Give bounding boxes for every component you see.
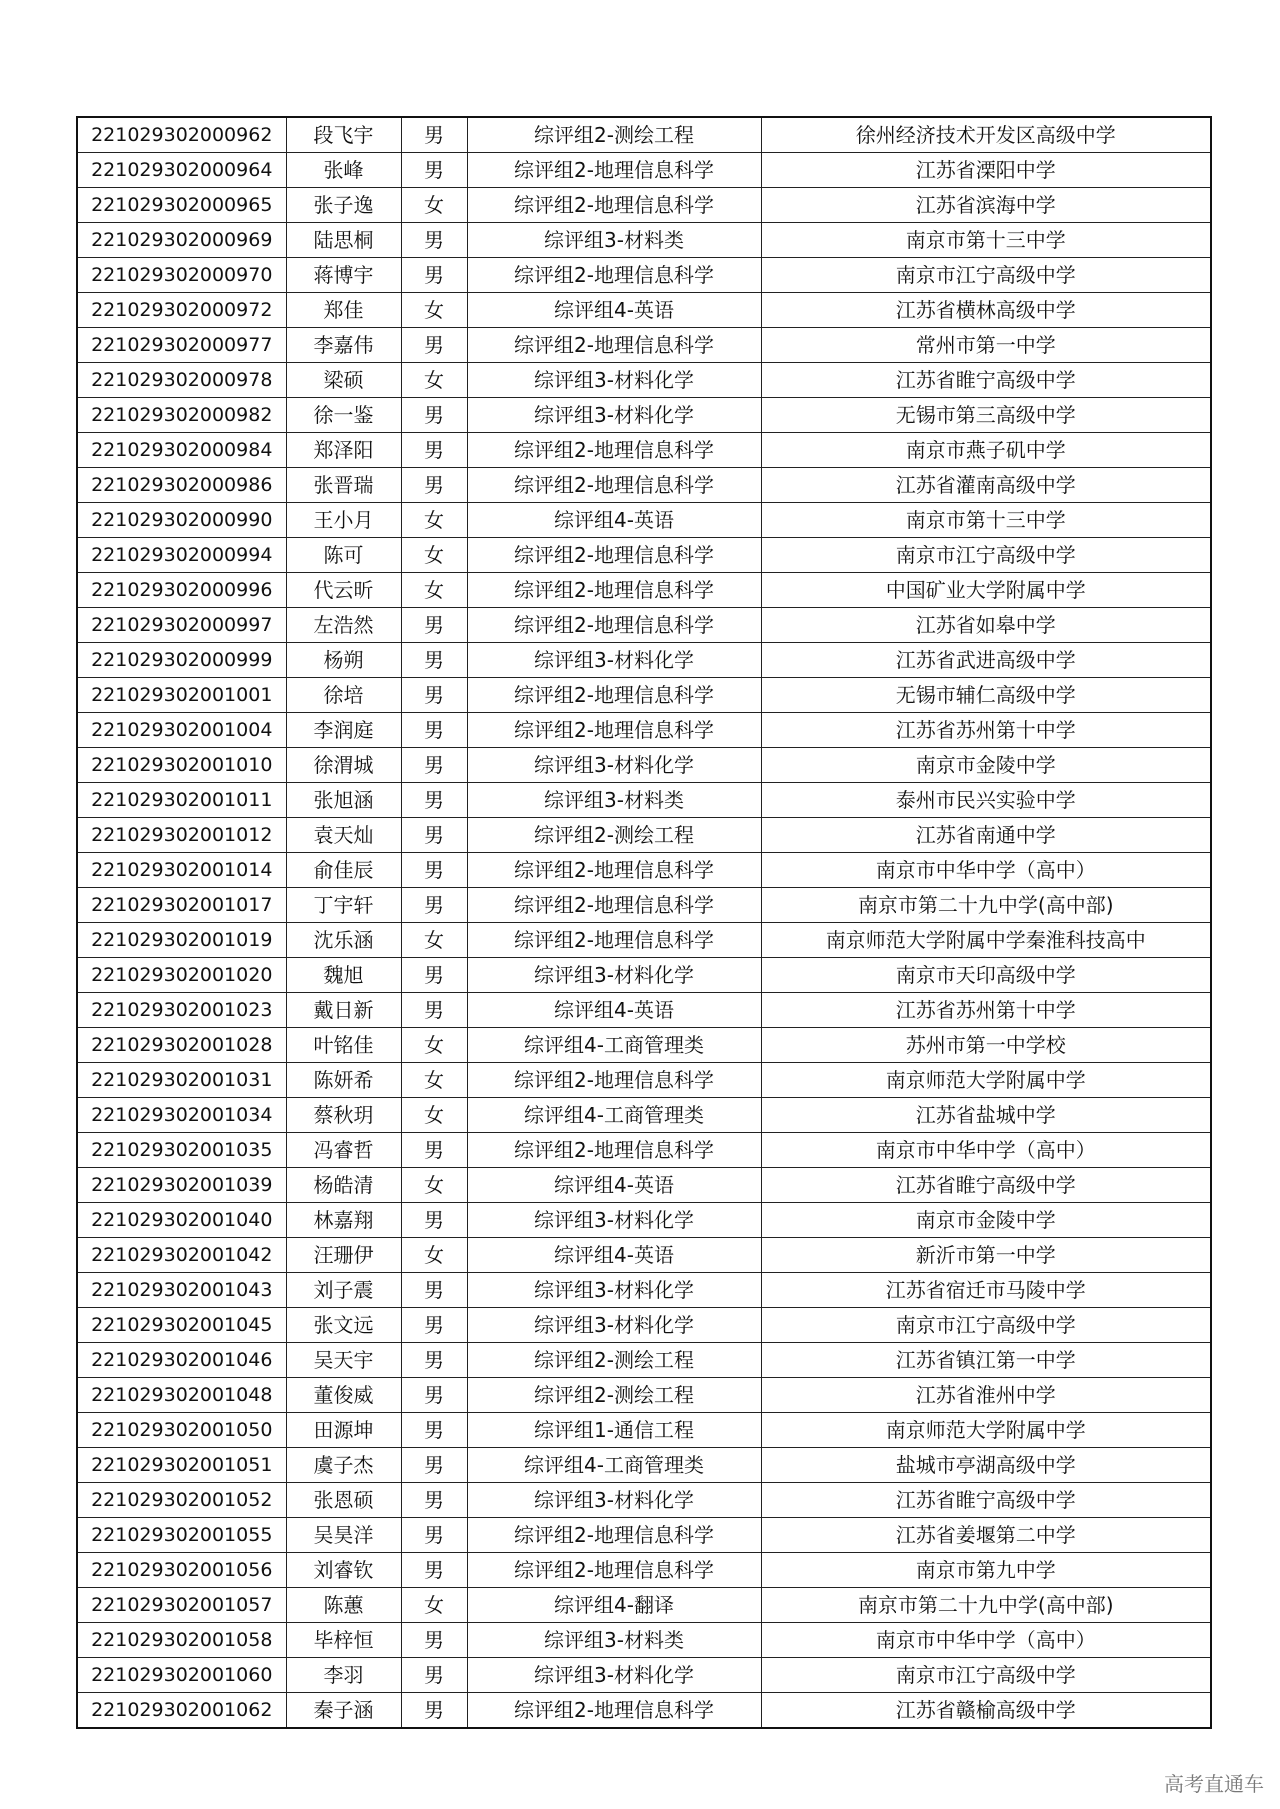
student-id-cell: 221029302001042 <box>77 1238 286 1273</box>
group-major-cell: 综评组3-材料化学 <box>467 363 761 398</box>
group-major-cell: 综评组2-地理信息科学 <box>467 1518 761 1553</box>
group-major-cell: 综评组4-英语 <box>467 293 761 328</box>
student-id-cell: 221029302001051 <box>77 1448 286 1483</box>
name-cell: 张文远 <box>286 1308 401 1343</box>
school-cell: 南京市中华中学（高中） <box>761 1623 1211 1658</box>
school-cell: 江苏省睢宁高级中学 <box>761 363 1211 398</box>
gender-cell: 男 <box>401 608 467 643</box>
table-row <box>77 1378 1211 1413</box>
school-cell: 南京市天印高级中学 <box>761 958 1211 993</box>
table-row <box>77 188 1211 223</box>
name-cell: 沈乐涵 <box>286 923 401 958</box>
name-cell: 俞佳辰 <box>286 853 401 888</box>
table-row <box>77 1553 1211 1588</box>
name-cell: 张峰 <box>286 153 401 188</box>
gender-cell: 男 <box>401 993 467 1028</box>
student-id-cell: 221029302001039 <box>77 1168 286 1203</box>
group-major-cell: 综评组4-工商管理类 <box>467 1448 761 1483</box>
gender-cell: 男 <box>401 958 467 993</box>
name-cell: 陈妍希 <box>286 1063 401 1098</box>
student-id-cell: 221029302001001 <box>77 678 286 713</box>
gender-cell: 男 <box>401 398 467 433</box>
student-id-cell: 221029302001014 <box>77 853 286 888</box>
student-id-cell: 221029302000977 <box>77 328 286 363</box>
table-row <box>77 1308 1211 1343</box>
name-cell: 张恩硕 <box>286 1483 401 1518</box>
school-cell: 新沂市第一中学 <box>761 1238 1211 1273</box>
gender-cell: 男 <box>401 643 467 678</box>
student-id-cell: 221029302000969 <box>77 223 286 258</box>
school-cell: 南京市第九中学 <box>761 1553 1211 1588</box>
group-major-cell: 综评组2-地理信息科学 <box>467 468 761 503</box>
gender-cell: 女 <box>401 538 467 573</box>
student-id-cell: 221029302001010 <box>77 748 286 783</box>
student-id-cell: 221029302001004 <box>77 713 286 748</box>
table-row <box>77 433 1211 468</box>
gender-cell: 男 <box>401 153 467 188</box>
school-cell: 苏州市第一中学校 <box>761 1028 1211 1063</box>
table-row <box>77 1273 1211 1308</box>
table-row <box>77 468 1211 503</box>
table-row <box>77 713 1211 748</box>
table-row <box>77 1658 1211 1693</box>
gender-cell: 男 <box>401 328 467 363</box>
name-cell: 陈蕙 <box>286 1588 401 1623</box>
group-major-cell: 综评组4-英语 <box>467 1168 761 1203</box>
table-row <box>77 293 1211 328</box>
table-row <box>77 1028 1211 1063</box>
student-id-cell: 221029302001050 <box>77 1413 286 1448</box>
school-cell: 南京市第二十九中学(高中部) <box>761 1588 1211 1623</box>
table-row <box>77 678 1211 713</box>
name-cell: 袁天灿 <box>286 818 401 853</box>
school-cell: 中国矿业大学附属中学 <box>761 573 1211 608</box>
group-major-cell: 综评组2-测绘工程 <box>467 818 761 853</box>
table-row <box>77 328 1211 363</box>
name-cell: 段飞宇 <box>286 117 401 153</box>
gender-cell: 男 <box>401 1413 467 1448</box>
student-id-cell: 221029302001020 <box>77 958 286 993</box>
gender-cell: 女 <box>401 363 467 398</box>
gender-cell: 男 <box>401 1203 467 1238</box>
group-major-cell: 综评组2-地理信息科学 <box>467 923 761 958</box>
group-major-cell: 综评组2-地理信息科学 <box>467 853 761 888</box>
gender-cell: 男 <box>401 783 467 818</box>
name-cell: 郑泽阳 <box>286 433 401 468</box>
table-row <box>77 503 1211 538</box>
group-major-cell: 综评组2-地理信息科学 <box>467 1133 761 1168</box>
student-id-cell: 221029302001055 <box>77 1518 286 1553</box>
name-cell: 梁硕 <box>286 363 401 398</box>
group-major-cell: 综评组4-英语 <box>467 1238 761 1273</box>
name-cell: 魏旭 <box>286 958 401 993</box>
name-cell: 林嘉翔 <box>286 1203 401 1238</box>
school-cell: 江苏省南通中学 <box>761 818 1211 853</box>
student-table <box>76 116 1212 1729</box>
table-row <box>77 1063 1211 1098</box>
group-major-cell: 综评组2-地理信息科学 <box>467 188 761 223</box>
school-cell: 江苏省睢宁高级中学 <box>761 1483 1211 1518</box>
watermark-text: 高考直通车 <box>1164 1772 1264 1796</box>
school-cell: 江苏省睢宁高级中学 <box>761 1168 1211 1203</box>
school-cell: 南京市江宁高级中学 <box>761 258 1211 293</box>
name-cell: 左浩然 <box>286 608 401 643</box>
group-major-cell: 综评组2-地理信息科学 <box>467 678 761 713</box>
student-id-cell: 221029302001019 <box>77 923 286 958</box>
table-row <box>77 1483 1211 1518</box>
group-major-cell: 综评组2-测绘工程 <box>467 1343 761 1378</box>
name-cell: 刘子震 <box>286 1273 401 1308</box>
gender-cell: 男 <box>401 748 467 783</box>
gender-cell: 女 <box>401 1028 467 1063</box>
student-id-cell: 221029302000962 <box>77 117 286 153</box>
name-cell: 戴日新 <box>286 993 401 1028</box>
name-cell: 田源坤 <box>286 1413 401 1448</box>
gender-cell: 男 <box>401 1448 467 1483</box>
group-major-cell: 综评组2-地理信息科学 <box>467 258 761 293</box>
gender-cell: 男 <box>401 818 467 853</box>
student-id-cell: 221029302000994 <box>77 538 286 573</box>
school-cell: 南京市江宁高级中学 <box>761 1308 1211 1343</box>
table-row <box>77 538 1211 573</box>
student-id-cell: 221029302000972 <box>77 293 286 328</box>
table-row <box>77 1168 1211 1203</box>
school-cell: 南京市中华中学（高中） <box>761 853 1211 888</box>
group-major-cell: 综评组2-地理信息科学 <box>467 1693 761 1729</box>
name-cell: 毕梓恒 <box>286 1623 401 1658</box>
name-cell: 张晋瑞 <box>286 468 401 503</box>
table-row <box>77 748 1211 783</box>
table-row <box>77 153 1211 188</box>
table-body <box>77 117 1211 1728</box>
group-major-cell: 综评组3-材料化学 <box>467 643 761 678</box>
group-major-cell: 综评组2-地理信息科学 <box>467 538 761 573</box>
name-cell: 吴昊洋 <box>286 1518 401 1553</box>
student-id-cell: 221029302001023 <box>77 993 286 1028</box>
school-cell: 南京市第二十九中学(高中部) <box>761 888 1211 923</box>
gender-cell: 女 <box>401 293 467 328</box>
gender-cell: 男 <box>401 713 467 748</box>
name-cell: 徐一鉴 <box>286 398 401 433</box>
school-cell: 江苏省盐城中学 <box>761 1098 1211 1133</box>
gender-cell: 女 <box>401 1588 467 1623</box>
table-row <box>77 853 1211 888</box>
table-row <box>77 1133 1211 1168</box>
table-row <box>77 958 1211 993</box>
gender-cell: 女 <box>401 503 467 538</box>
school-cell: 南京市燕子矶中学 <box>761 433 1211 468</box>
group-major-cell: 综评组3-材料化学 <box>467 748 761 783</box>
table-row <box>77 818 1211 853</box>
gender-cell: 男 <box>401 468 467 503</box>
table-row <box>77 573 1211 608</box>
student-id-cell: 221029302001046 <box>77 1343 286 1378</box>
name-cell: 张旭涵 <box>286 783 401 818</box>
name-cell: 吴天宇 <box>286 1343 401 1378</box>
gender-cell: 男 <box>401 1553 467 1588</box>
group-major-cell: 综评组2-地理信息科学 <box>467 573 761 608</box>
student-id-cell: 221029302000984 <box>77 433 286 468</box>
name-cell: 刘睿钦 <box>286 1553 401 1588</box>
school-cell: 南京市中华中学（高中） <box>761 1133 1211 1168</box>
group-major-cell: 综评组2-地理信息科学 <box>467 1063 761 1098</box>
student-id-cell: 221029302000964 <box>77 153 286 188</box>
student-id-cell: 221029302000978 <box>77 363 286 398</box>
name-cell: 冯睿哲 <box>286 1133 401 1168</box>
name-cell: 李润庭 <box>286 713 401 748</box>
name-cell: 李嘉伟 <box>286 328 401 363</box>
admission-list <box>76 116 1212 1729</box>
group-major-cell: 综评组3-材料化学 <box>467 1483 761 1518</box>
group-major-cell: 综评组3-材料化学 <box>467 1273 761 1308</box>
school-cell: 江苏省苏州第十中学 <box>761 713 1211 748</box>
gender-cell: 女 <box>401 573 467 608</box>
group-major-cell: 综评组3-材料化学 <box>467 1203 761 1238</box>
gender-cell: 男 <box>401 678 467 713</box>
table-row <box>77 1623 1211 1658</box>
name-cell: 李羽 <box>286 1658 401 1693</box>
school-cell: 南京师范大学附属中学 <box>761 1063 1211 1098</box>
name-cell: 徐培 <box>286 678 401 713</box>
group-major-cell: 综评组1-通信工程 <box>467 1413 761 1448</box>
table-row <box>77 363 1211 398</box>
student-id-cell: 221029302001035 <box>77 1133 286 1168</box>
school-cell: 南京市江宁高级中学 <box>761 538 1211 573</box>
gender-cell: 男 <box>401 1343 467 1378</box>
student-id-cell: 221029302001057 <box>77 1588 286 1623</box>
group-major-cell: 综评组2-地理信息科学 <box>467 1553 761 1588</box>
student-id-cell: 221029302000990 <box>77 503 286 538</box>
student-id-cell: 221029302001058 <box>77 1623 286 1658</box>
gender-cell: 男 <box>401 1273 467 1308</box>
table-row <box>77 643 1211 678</box>
student-id-cell: 221029302001048 <box>77 1378 286 1413</box>
table-row <box>77 888 1211 923</box>
gender-cell: 男 <box>401 258 467 293</box>
gender-cell: 男 <box>401 117 467 153</box>
school-cell: 江苏省溧阳中学 <box>761 153 1211 188</box>
table-row <box>77 117 1211 153</box>
school-cell: 常州市第一中学 <box>761 328 1211 363</box>
group-major-cell: 综评组3-材料化学 <box>467 1308 761 1343</box>
gender-cell: 女 <box>401 923 467 958</box>
school-cell: 南京市金陵中学 <box>761 748 1211 783</box>
school-cell: 南京市金陵中学 <box>761 1203 1211 1238</box>
group-major-cell: 综评组4-工商管理类 <box>467 1028 761 1063</box>
table-row <box>77 1588 1211 1623</box>
student-id-cell: 221029302001060 <box>77 1658 286 1693</box>
name-cell: 丁宇轩 <box>286 888 401 923</box>
school-cell: 江苏省宿迁市马陵中学 <box>761 1273 1211 1308</box>
table-row <box>77 993 1211 1028</box>
gender-cell: 男 <box>401 1133 467 1168</box>
table-row <box>77 1203 1211 1238</box>
table-row <box>77 1098 1211 1133</box>
student-id-cell: 221029302000997 <box>77 608 286 643</box>
gender-cell: 男 <box>401 888 467 923</box>
school-cell: 江苏省滨海中学 <box>761 188 1211 223</box>
name-cell: 杨皓清 <box>286 1168 401 1203</box>
student-id-cell: 221029302001040 <box>77 1203 286 1238</box>
school-cell: 江苏省镇江第一中学 <box>761 1343 1211 1378</box>
school-cell: 南京市第十三中学 <box>761 503 1211 538</box>
student-id-cell: 221029302001011 <box>77 783 286 818</box>
name-cell: 陈可 <box>286 538 401 573</box>
group-major-cell: 综评组3-材料化学 <box>467 1658 761 1693</box>
gender-cell: 男 <box>401 1518 467 1553</box>
table-row <box>77 783 1211 818</box>
table-row <box>77 608 1211 643</box>
group-major-cell: 综评组2-地理信息科学 <box>467 433 761 468</box>
table-row <box>77 1693 1211 1729</box>
student-id-cell: 221029302001043 <box>77 1273 286 1308</box>
gender-cell: 女 <box>401 1098 467 1133</box>
group-major-cell: 综评组4-工商管理类 <box>467 1098 761 1133</box>
student-id-cell: 221029302000970 <box>77 258 286 293</box>
school-cell: 江苏省苏州第十中学 <box>761 993 1211 1028</box>
group-major-cell: 综评组3-材料类 <box>467 223 761 258</box>
group-major-cell: 综评组4-英语 <box>467 503 761 538</box>
name-cell: 蒋博宇 <box>286 258 401 293</box>
table-row <box>77 258 1211 293</box>
group-major-cell: 综评组4-英语 <box>467 993 761 1028</box>
student-id-cell: 221029302000986 <box>77 468 286 503</box>
name-cell: 陆思桐 <box>286 223 401 258</box>
student-id-cell: 221029302001062 <box>77 1693 286 1729</box>
gender-cell: 男 <box>401 1658 467 1693</box>
group-major-cell: 综评组3-材料化学 <box>467 958 761 993</box>
gender-cell: 女 <box>401 188 467 223</box>
student-id-cell: 221029302000999 <box>77 643 286 678</box>
student-id-cell: 221029302001028 <box>77 1028 286 1063</box>
gender-cell: 男 <box>401 433 467 468</box>
student-id-cell: 221029302001045 <box>77 1308 286 1343</box>
group-major-cell: 综评组3-材料化学 <box>467 398 761 433</box>
name-cell: 叶铭佳 <box>286 1028 401 1063</box>
student-id-cell: 221029302000965 <box>77 188 286 223</box>
school-cell: 江苏省横林高级中学 <box>761 293 1211 328</box>
table-row <box>77 1518 1211 1553</box>
group-major-cell: 综评组2-测绘工程 <box>467 1378 761 1413</box>
name-cell: 王小月 <box>286 503 401 538</box>
student-id-cell: 221029302001012 <box>77 818 286 853</box>
name-cell: 秦子涵 <box>286 1693 401 1729</box>
table-row <box>77 398 1211 433</box>
name-cell: 杨朔 <box>286 643 401 678</box>
table-row <box>77 223 1211 258</box>
gender-cell: 男 <box>401 1483 467 1518</box>
name-cell: 汪珊伊 <box>286 1238 401 1273</box>
gender-cell: 男 <box>401 1308 467 1343</box>
group-major-cell: 综评组2-地理信息科学 <box>467 153 761 188</box>
student-id-cell: 221029302001052 <box>77 1483 286 1518</box>
school-cell: 无锡市辅仁高级中学 <box>761 678 1211 713</box>
table-row <box>77 1413 1211 1448</box>
school-cell: 无锡市第三高级中学 <box>761 398 1211 433</box>
name-cell: 蔡秋玥 <box>286 1098 401 1133</box>
school-cell: 江苏省姜堰第二中学 <box>761 1518 1211 1553</box>
name-cell: 董俊威 <box>286 1378 401 1413</box>
group-major-cell: 综评组2-地理信息科学 <box>467 888 761 923</box>
gender-cell: 男 <box>401 853 467 888</box>
school-cell: 江苏省赣榆高级中学 <box>761 1693 1211 1729</box>
group-major-cell: 综评组2-测绘工程 <box>467 117 761 153</box>
school-cell: 江苏省淮州中学 <box>761 1378 1211 1413</box>
group-major-cell: 综评组4-翻译 <box>467 1588 761 1623</box>
student-id-cell: 221029302001056 <box>77 1553 286 1588</box>
student-id-cell: 221029302001034 <box>77 1098 286 1133</box>
school-cell: 江苏省灌南高级中学 <box>761 468 1211 503</box>
group-major-cell: 综评组3-材料类 <box>467 783 761 818</box>
gender-cell: 女 <box>401 1063 467 1098</box>
gender-cell: 女 <box>401 1168 467 1203</box>
name-cell: 郑佳 <box>286 293 401 328</box>
school-cell: 徐州经济技术开发区高级中学 <box>761 117 1211 153</box>
table-row <box>77 923 1211 958</box>
table-row <box>77 1343 1211 1378</box>
gender-cell: 男 <box>401 223 467 258</box>
gender-cell: 女 <box>401 1238 467 1273</box>
student-id-cell: 221029302001017 <box>77 888 286 923</box>
school-cell: 南京市第十三中学 <box>761 223 1211 258</box>
student-id-cell: 221029302000996 <box>77 573 286 608</box>
table-row <box>77 1448 1211 1483</box>
name-cell: 虞子杰 <box>286 1448 401 1483</box>
name-cell: 张子逸 <box>286 188 401 223</box>
gender-cell: 男 <box>401 1378 467 1413</box>
school-cell: 江苏省如皋中学 <box>761 608 1211 643</box>
school-cell: 南京师范大学附属中学秦淮科技高中 <box>761 923 1211 958</box>
school-cell: 江苏省武进高级中学 <box>761 643 1211 678</box>
group-major-cell: 综评组2-地理信息科学 <box>467 608 761 643</box>
name-cell: 徐渭城 <box>286 748 401 783</box>
gender-cell: 男 <box>401 1623 467 1658</box>
student-id-cell: 221029302000982 <box>77 398 286 433</box>
school-cell: 盐城市亭湖高级中学 <box>761 1448 1211 1483</box>
school-cell: 南京师范大学附属中学 <box>761 1413 1211 1448</box>
name-cell: 代云昕 <box>286 573 401 608</box>
group-major-cell: 综评组3-材料类 <box>467 1623 761 1658</box>
school-cell: 南京市江宁高级中学 <box>761 1658 1211 1693</box>
school-cell: 泰州市民兴实验中学 <box>761 783 1211 818</box>
group-major-cell: 综评组2-地理信息科学 <box>467 328 761 363</box>
table-row <box>77 1238 1211 1273</box>
gender-cell: 男 <box>401 1693 467 1729</box>
student-id-cell: 221029302001031 <box>77 1063 286 1098</box>
group-major-cell: 综评组2-地理信息科学 <box>467 713 761 748</box>
